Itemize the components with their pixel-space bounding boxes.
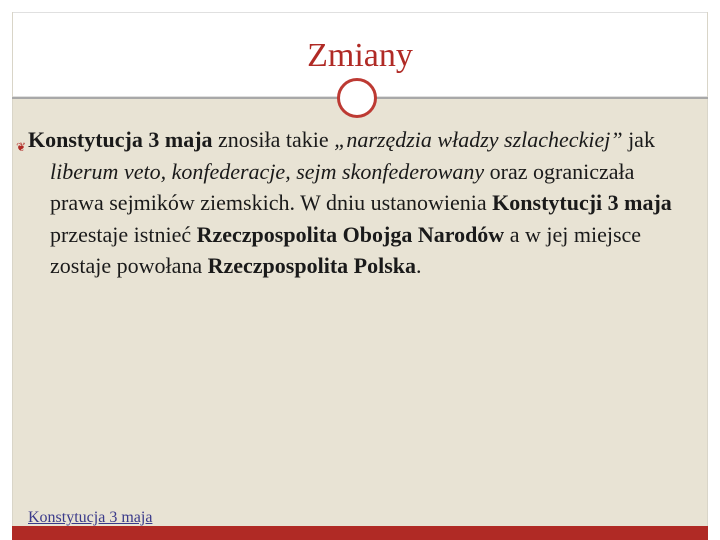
body-italic-3: „narzędzia władzy szlacheckiej” bbox=[334, 127, 623, 152]
body-bold-9: Rzeczpospolita Obojga Narodów bbox=[196, 221, 505, 247]
body-text-10: a w jej miejsce zostaje powołana bbox=[50, 221, 642, 278]
body-paragraph bbox=[28, 124, 688, 282]
slide-body bbox=[16, 124, 688, 282]
body-text-8: przestaje istnieć bbox=[50, 221, 197, 247]
bottom-accent-band bbox=[12, 526, 708, 540]
body-bold-1: Konstytucja 3 maja bbox=[28, 127, 213, 152]
footer-link[interactable]: Konstytucja 3 maja bbox=[28, 509, 153, 526]
right-border bbox=[707, 12, 708, 528]
body-text-6: oraz ograniczała prawa sejmików ziemskich. W dniu ustanowienia bbox=[50, 158, 635, 215]
ring-ornament-inner bbox=[342, 83, 372, 113]
body-text-4: jak bbox=[622, 127, 655, 152]
slide-title: Zmiany bbox=[307, 37, 413, 74]
bullet-icon: ❦ bbox=[16, 140, 27, 154]
body-text-12: . bbox=[416, 253, 422, 278]
body-text-2: znosiła takie bbox=[212, 127, 335, 152]
body-bold-11: Rzeczpospolita Polska bbox=[207, 253, 416, 278]
body-italic-5: liberum veto, konfederacje, sejm skonfederowany bbox=[50, 158, 485, 184]
left-border bbox=[12, 12, 13, 528]
body-bold-7: Konstytucji 3 maja bbox=[492, 190, 672, 215]
